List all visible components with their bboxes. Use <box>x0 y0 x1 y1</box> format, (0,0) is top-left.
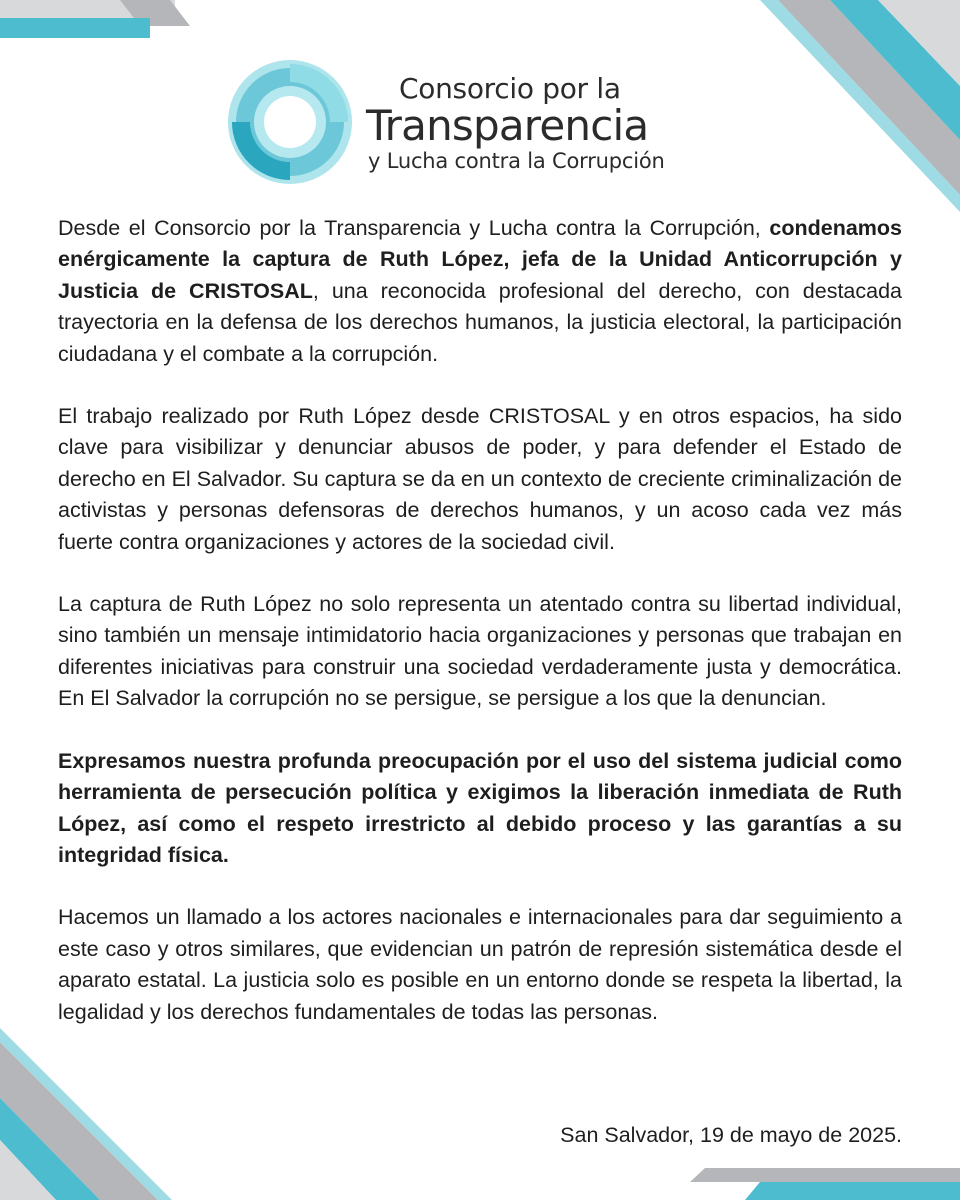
logo-line-1: Consorcio por la <box>399 72 621 105</box>
top-right-light-teal <box>760 0 960 212</box>
logo-line-3: y Lucha contra la Corrupción <box>368 149 665 173</box>
bottom-right-gray-stripe <box>690 1168 960 1182</box>
logo-wordmark <box>366 74 665 174</box>
logo-ring-icon <box>218 52 368 192</box>
bottom-left-light-band <box>0 1140 56 1200</box>
top-left-teal-stripe <box>0 18 150 38</box>
consortium-logo <box>218 52 728 192</box>
paragraph-1-bold: condenamos enérgicamente la captura de Ruth López, jefa de la Unidad Anticorrupción y Justicia de CRISTOSAL <box>58 216 902 303</box>
paragraph-1-intro: Desde el Consorcio por la Transparencia y Lucha contra la Corrupción, <box>58 216 770 240</box>
top-left-gray-stripe <box>0 0 175 18</box>
paragraph-5: Hacemos un llamado a los actores nacionales e internacionales para dar seguimiento a este caso y otros similares, que evidencian un patrón de represión sistemática desde el aparato estatal. La justicia solo es posible en un entorno donde se respeta la libertad, la legalidad y los derechos fundamentales de todas las personas. <box>58 905 902 1024</box>
paragraph-4-bold: Expresamos nuestra profunda preocupación por el uso del sistema judicial como herramienta de persecución política y exigimos la liberación inmediata de Ruth López, así como el respeto irrestricto al debido proceso y las garantías a su integridad física. <box>58 748 902 867</box>
paragraph-1-rest: , una reconocida profesional del derecho, con destacada trayectoria en la defensa de los derechos humanos, la justicia electoral, la participación ciudadana y el combate a la corrupción. <box>58 278 902 366</box>
top-right-teal-band <box>830 0 960 140</box>
paragraph-1 <box>58 213 902 370</box>
bottom-right-teal-stripe <box>745 1182 960 1200</box>
paragraph-3: La captura de Ruth López no solo representa un atentado contra su libertad individual, sino también un mensaje intimidatorio hacia organizaciones y personas que trabajan en diferentes iniciativas para construir una sociedad verdaderamente justa y democrática. En El Salvador la corrupción no se persigue, se persigue a los que la denuncian. <box>58 592 902 711</box>
bottom-left-teal-band <box>0 1098 100 1200</box>
top-left-gray-wedge <box>120 0 190 26</box>
top-right-light-band <box>878 0 960 86</box>
top-right-gray-band <box>778 0 960 195</box>
bottom-left-gray-band <box>0 1042 158 1200</box>
logo-line-2: Transparencia <box>366 101 649 150</box>
paragraph-4 <box>58 746 902 872</box>
statement-body <box>58 213 902 1059</box>
place-date-signoff: San Salvador, 19 de mayo de 2025. <box>560 1123 902 1147</box>
paragraph-2: El trabajo realizado por Ruth López desde CRISTOSAL y en otros espacios, ha sido clave para visibilizar y denunciar abusos de poder, y para defender el Estado de derecho en El Salvador. Su captura se da en un contexto de creciente criminalización de activistas y personas defensoras de derechos humanos, y un acoso cada vez más fuerte contra organizaciones y actores de la sociedad civil. <box>58 404 902 554</box>
